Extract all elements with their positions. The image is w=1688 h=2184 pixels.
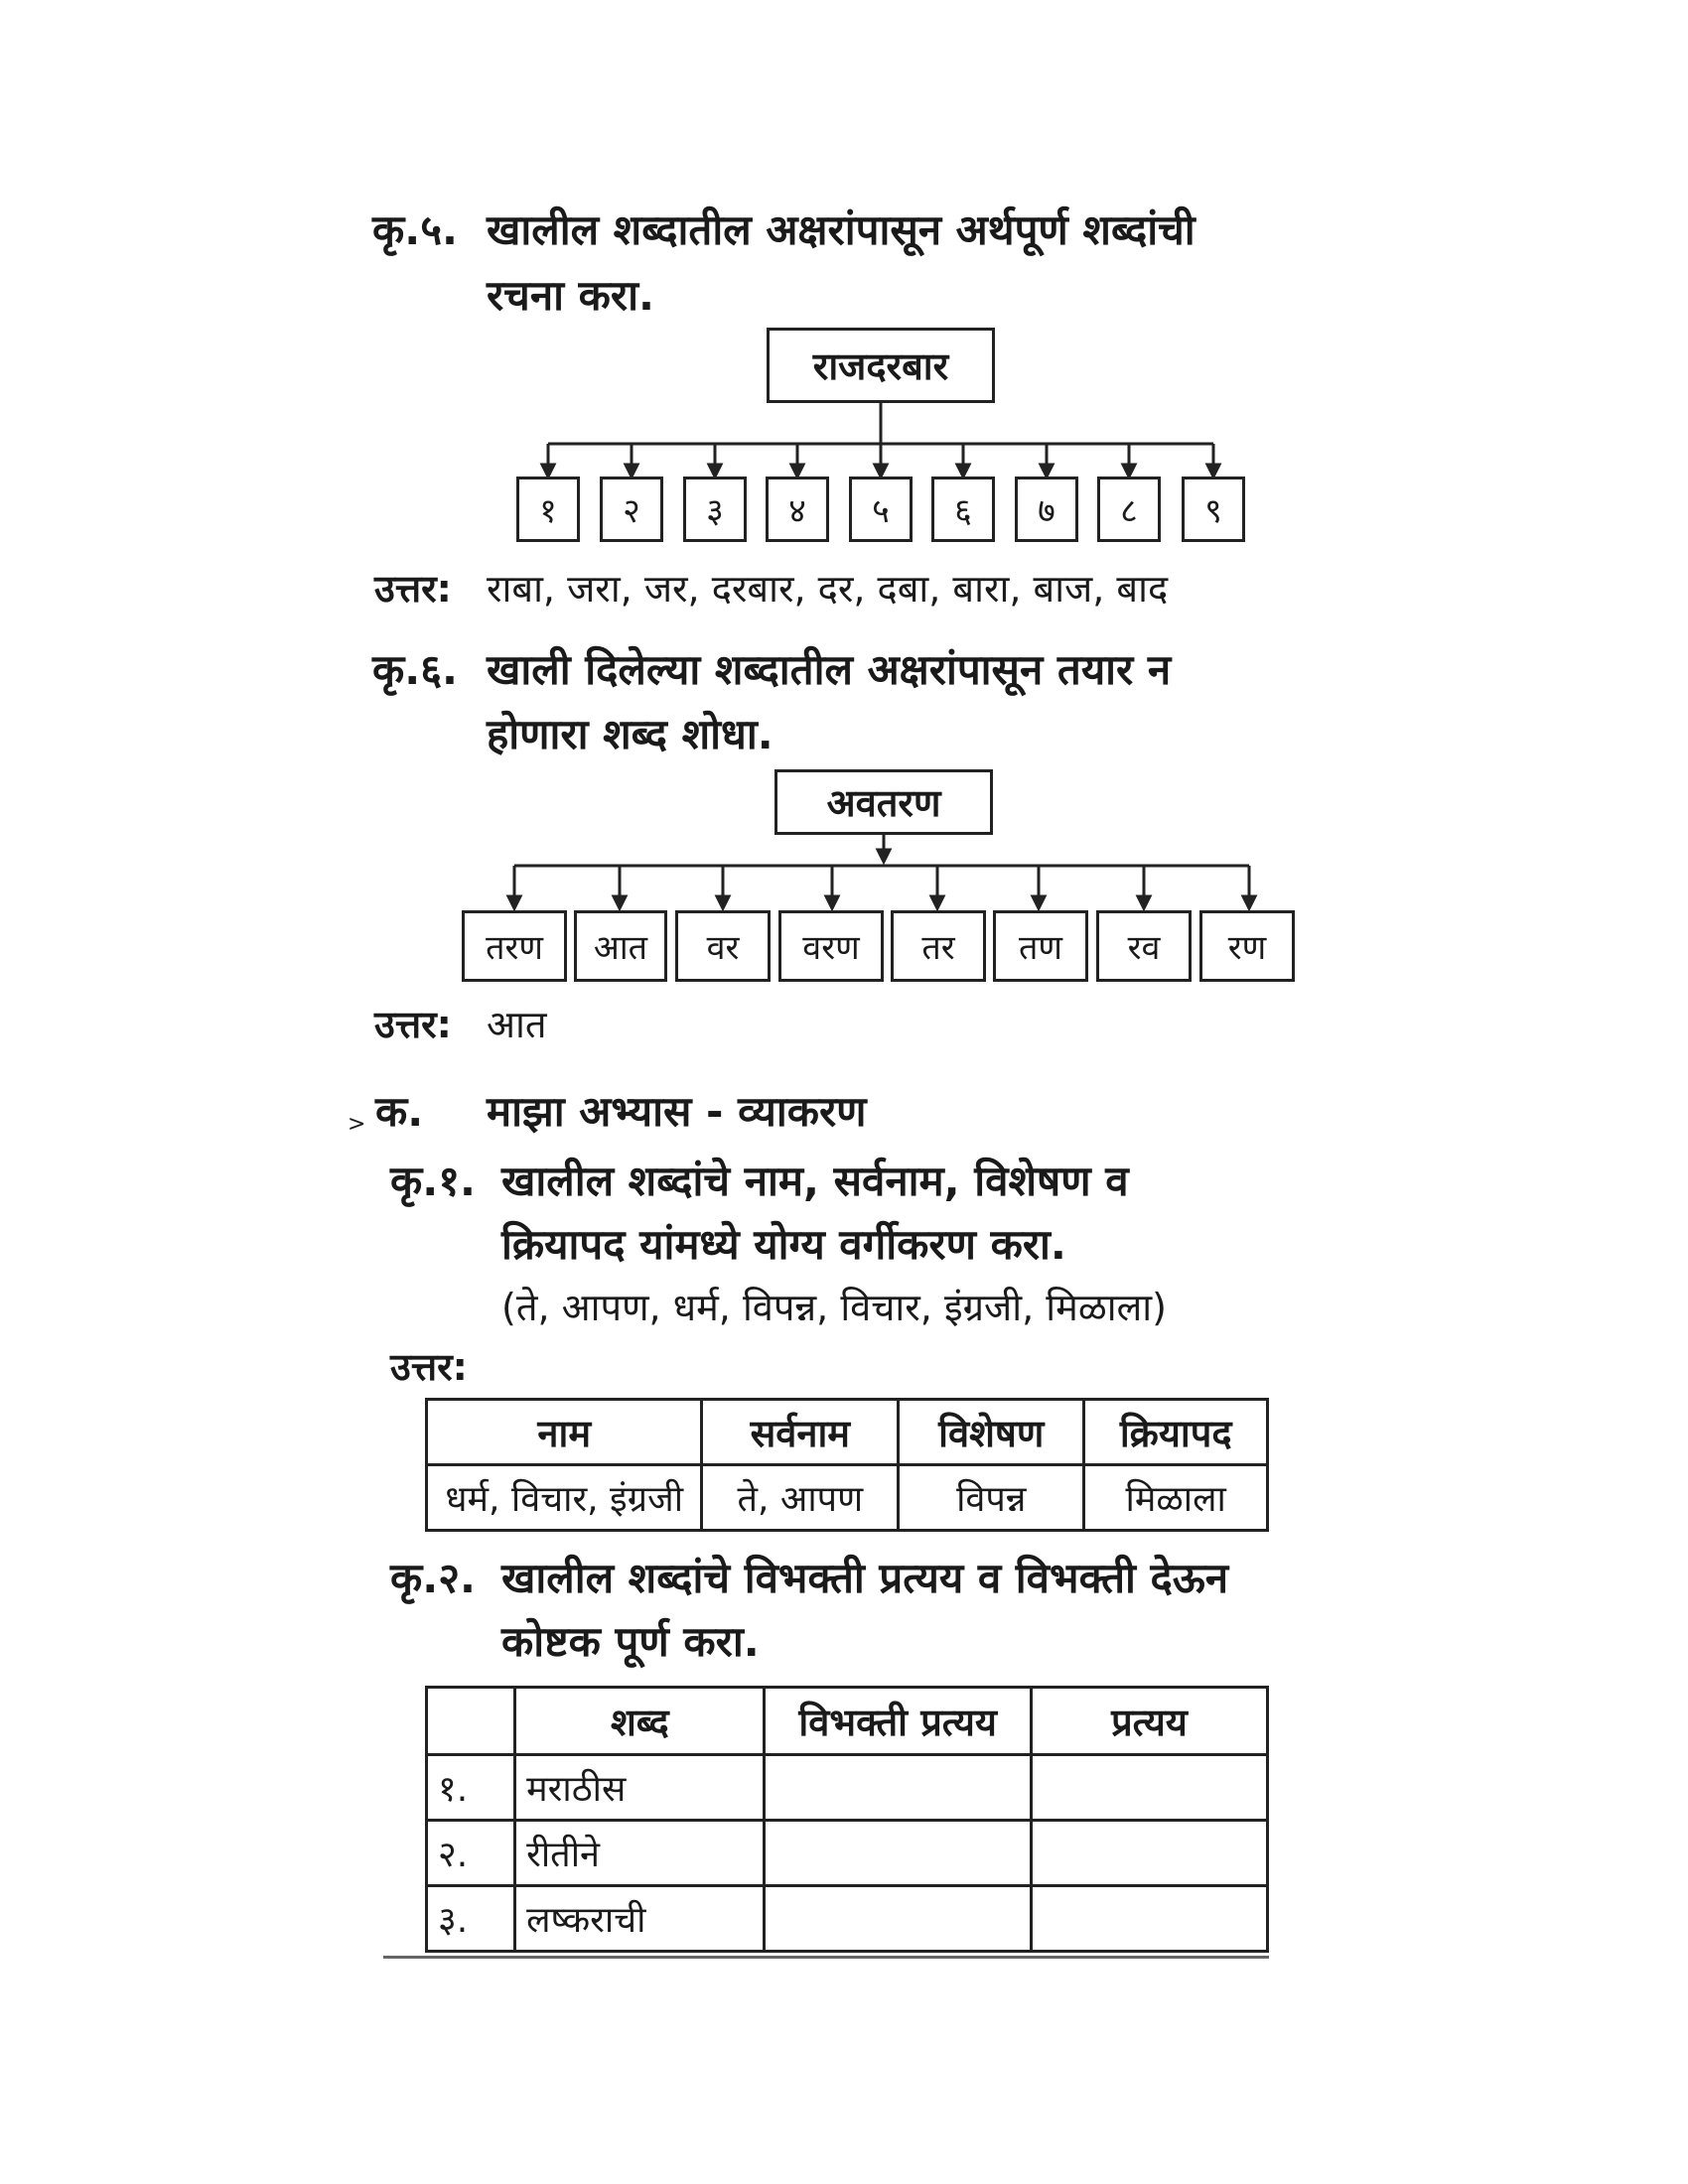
case-table — [425, 1686, 1269, 1953]
q6-box-2: आत — [574, 910, 667, 982]
q6-box-8: रण — [1199, 910, 1295, 982]
q5-box-9: ९ — [1182, 477, 1245, 542]
cell-verb: मिळाला — [1084, 1465, 1268, 1531]
section-pointer: > — [348, 1112, 366, 1137]
q5-text-line1: खालील शब्दातील अक्षरांपासून अर्थपूर्ण शब्दांची — [487, 205, 1196, 254]
q5-box-5: ५ — [849, 477, 913, 542]
row-word: रीतीने — [515, 1821, 765, 1886]
q5-text-line2: रचना करा. — [487, 271, 654, 320]
g2-text-line2: कोष्टक पूर्ण करा. — [501, 1617, 760, 1666]
blank-cell — [1031, 1821, 1267, 1886]
header-pronoun: सर्वनाम — [702, 1400, 899, 1465]
blank-cell — [1031, 1886, 1267, 1952]
row-number: २. — [427, 1821, 515, 1886]
table-row — [427, 1821, 1268, 1886]
g1-text-line2: क्रियापद यांमध्ये योग्य वर्गीकरण करा. — [501, 1220, 1066, 1269]
row-word: लष्कराची — [515, 1886, 765, 1952]
q5-box-1: १ — [516, 477, 580, 542]
g1-number: कृ.१. — [390, 1157, 477, 1205]
q6-box-3: वर — [675, 910, 771, 982]
blank-cell — [765, 1886, 1031, 1952]
q5-box-6: ६ — [931, 477, 995, 542]
q6-text-line2: होणारा शब्द शोधा. — [487, 710, 774, 758]
q6-root-word: अवतरण — [774, 769, 993, 835]
q6-box-1: तरण — [462, 910, 567, 982]
q5-box-4: ४ — [766, 477, 829, 542]
q5-number: कृ.५. — [372, 205, 459, 254]
q6-answer-label: उत्तर: — [374, 1003, 452, 1046]
cell-adjective: विपन्न — [899, 1465, 1084, 1531]
q5-root-word: राजदरबार — [767, 328, 995, 403]
header-adjective: विशेषण — [899, 1400, 1084, 1465]
g1-word-list: (ते, आपण, धर्म, विपन्न, विचार, इंग्रजी, मिळाला) — [501, 1286, 1167, 1329]
header-noun: नाम — [427, 1400, 702, 1465]
table-row — [427, 1886, 1268, 1952]
blank-cell — [1031, 1755, 1267, 1821]
q5-box-7: ७ — [1015, 477, 1078, 542]
section-title: माझा अभ्यास - व्याकरण — [487, 1087, 867, 1136]
q6-text-line1: खाली दिलेल्या शब्दातील अक्षरांपासून तयार न — [487, 645, 1172, 694]
q5-box-2: २ — [600, 477, 663, 542]
header-number — [427, 1688, 515, 1755]
g1-answer-label: उत्तर: — [390, 1345, 468, 1389]
g2-text-line1: खालील शब्दांचे विभक्ती प्रत्यय व विभक्ती देऊन — [501, 1554, 1229, 1602]
header-verb: क्रियापद — [1084, 1400, 1268, 1465]
q5-answer-text: राबा, जरा, जर, दरबार, दर, दबा, बारा, बाज, बाद — [487, 567, 1169, 611]
cell-pronoun: ते, आपण — [702, 1465, 899, 1531]
bottom-rule — [383, 1956, 1269, 1959]
table-row — [427, 1755, 1268, 1821]
section-letter: क. — [375, 1087, 424, 1136]
q6-answer-text: आत — [487, 1003, 547, 1046]
header-suffix: प्रत्यय — [1031, 1688, 1267, 1755]
header-case-suffix: विभक्ती प्रत्यय — [765, 1688, 1031, 1755]
g2-number: कृ.२. — [390, 1554, 477, 1602]
q6-box-5: तर — [891, 910, 986, 982]
g1-text-line1: खालील शब्दांचे नाम, सर्वनाम, विशेषण व — [501, 1157, 1129, 1205]
cell-noun: धर्म, विचार, इंग्रजी — [427, 1465, 702, 1531]
q6-connectors — [0, 0, 1688, 993]
classification-table — [425, 1398, 1269, 1532]
blank-cell — [765, 1821, 1031, 1886]
q6-box-7: रव — [1096, 910, 1192, 982]
q5-box-8: ८ — [1097, 477, 1161, 542]
q6-box-6: तण — [993, 910, 1088, 982]
row-word: मराठीस — [515, 1755, 765, 1821]
header-word: शब्द — [515, 1688, 765, 1755]
blank-cell — [765, 1755, 1031, 1821]
row-number: ३. — [427, 1886, 515, 1952]
q5-answer-label: उत्तर: — [374, 567, 452, 611]
q6-number: कृ.६. — [372, 645, 459, 694]
q5-box-3: ३ — [683, 477, 747, 542]
row-number: १. — [427, 1755, 515, 1821]
q6-box-4: वरण — [778, 910, 884, 982]
